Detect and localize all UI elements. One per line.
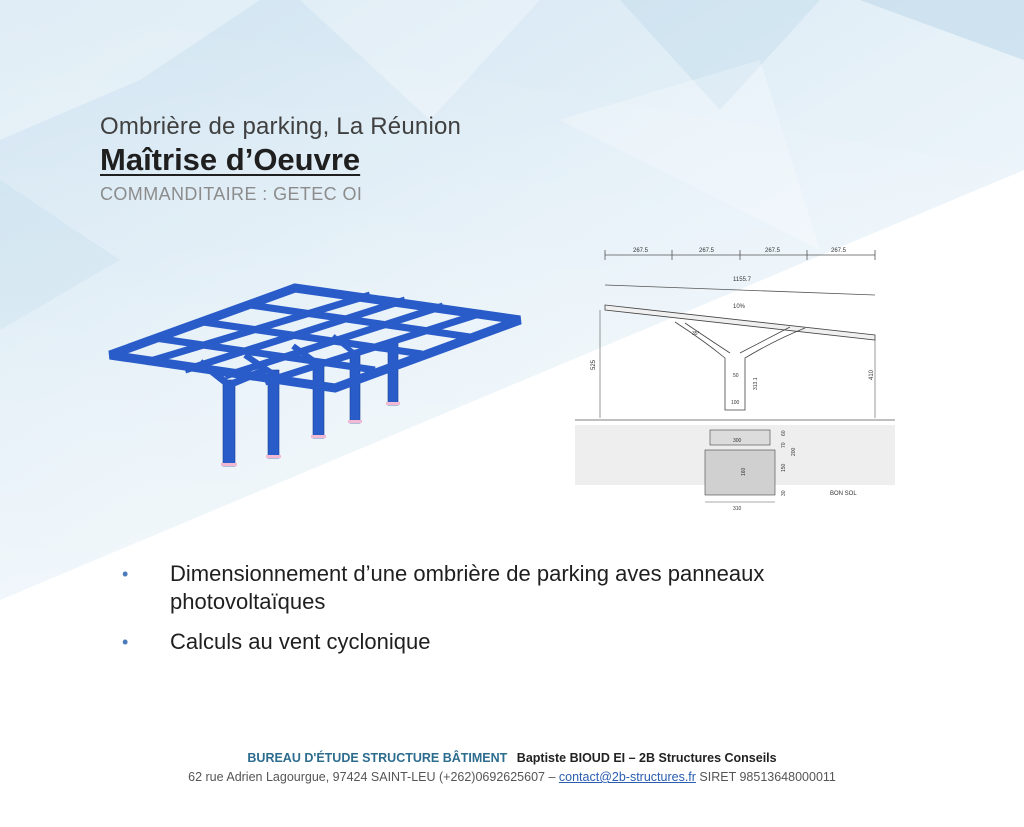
address-text: 62 rue Adrien Lagourgue, 97424 SAINT-LEU (+262)0692625607 –: [188, 770, 559, 784]
role-title: Maîtrise d’Oeuvre: [100, 142, 361, 177]
col-height-label: 313.1: [753, 377, 759, 390]
base-plate: [311, 435, 326, 438]
bureau-label: BUREAU D'ÉTUDE STRUCTURE BÂTIMENT: [247, 751, 508, 765]
dim-span-1: 267.5: [633, 248, 649, 254]
client-label: COMMANDITAIRE : GETEC OI: [100, 184, 363, 204]
base-plate: [221, 463, 237, 466]
column: [313, 360, 324, 438]
base-plate: [266, 455, 281, 458]
ground-label: BON SOL: [830, 491, 857, 497]
angle-label: 35°: [692, 331, 700, 337]
title-block: [100, 112, 461, 207]
plinth-label: 300: [733, 438, 742, 444]
dim-60-label: 60: [781, 430, 787, 436]
technical-drawing: [575, 240, 895, 515]
footer-line-2: [0, 770, 1024, 784]
base-width-label: 100: [731, 400, 740, 406]
column: [223, 380, 235, 466]
project-title: Ombrière de parking, La Réunion: [100, 113, 462, 140]
bullet-text: Calculs au vent cyclonique: [170, 629, 431, 654]
dim-150-label: 150: [781, 463, 787, 472]
base-plate: [386, 402, 400, 405]
footing: [705, 450, 775, 495]
height-label: 525: [591, 359, 597, 370]
email-link[interactable]: contact@2b-structures.fr: [558, 770, 696, 784]
footing-width-label: 310: [733, 506, 742, 512]
dim-span-2: 267.5: [699, 248, 715, 254]
dim-30-label: 30: [781, 490, 787, 496]
bullet-dot-icon: •: [122, 632, 129, 652]
bullet-item: [120, 560, 920, 616]
slope-label: 10%: [733, 304, 746, 310]
roof-beam: [605, 305, 875, 340]
bullet-text: Dimensionnement d’une ombrière de parking aves panneaux photovoltaïques: [170, 561, 765, 614]
dim-70-label: 70: [781, 442, 787, 448]
dim-160-label: 160: [741, 467, 747, 476]
bullet-list: [120, 560, 920, 668]
dim-span-4: 267.5: [831, 248, 847, 254]
bullet-dot-icon: •: [122, 564, 129, 584]
siret-text: SIRET 98513648000011: [695, 770, 836, 784]
footer-line-1: [0, 751, 1024, 765]
height-right-label: 410: [869, 369, 875, 380]
bullet-item: [120, 628, 920, 656]
dim-200-label: 200: [791, 447, 797, 456]
base-plate: [348, 420, 362, 423]
dim-total: 1155.7: [733, 277, 751, 283]
canopy-3d-render: [105, 270, 525, 470]
col-width-label: 50: [733, 373, 739, 379]
company-label: Baptiste BIOUD EI – 2B Structures Conseils: [516, 751, 777, 765]
dim-span-3: 267.5: [765, 248, 781, 254]
